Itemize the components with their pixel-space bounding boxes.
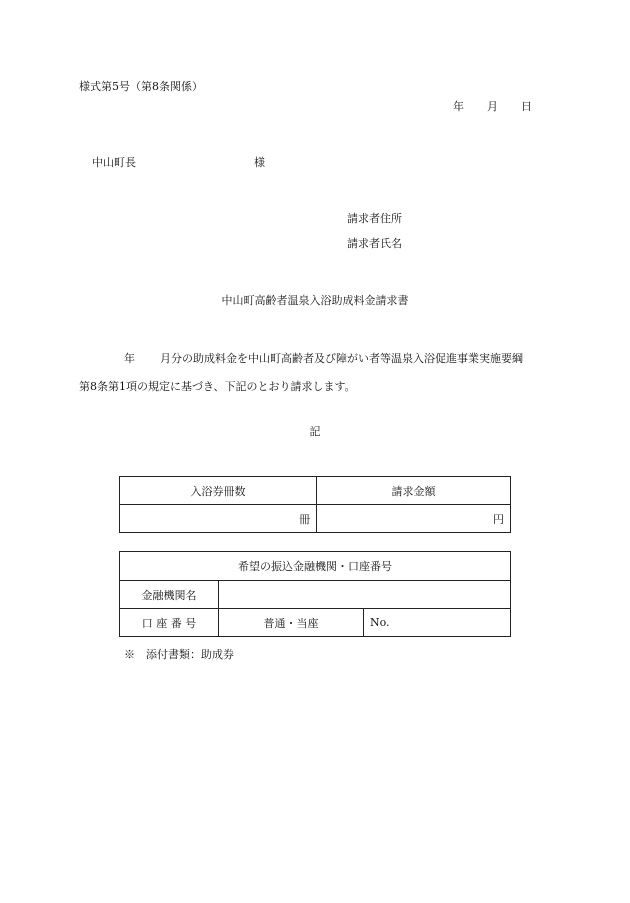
date-month: 月 [487, 100, 498, 113]
header-ticket-count: 入浴券冊数 [120, 477, 317, 505]
bank-table [119, 551, 511, 637]
document-title: 中山町高齢者温泉入浴助成料金請求書 [221, 294, 409, 307]
ticket-count-field[interactable]: 冊 [120, 505, 317, 533]
requester-name-label: 請求者氏名 [347, 237, 402, 250]
body-line-2: 第8条第1項の規定に基づき、下記のとおり請求します。 [79, 380, 356, 393]
claim-amount-field[interactable]: 円 [317, 505, 511, 533]
date-year: 年 [453, 100, 464, 113]
bank-name-field[interactable] [219, 581, 511, 609]
header-claim-amount: 請求金額 [317, 477, 511, 505]
account-number-label: 口 座 番 号 [120, 609, 219, 637]
claim-table [119, 476, 511, 533]
requester-address-label: 請求者住所 [347, 212, 402, 225]
body-year-label: 年 [124, 352, 135, 365]
bank-table-header: 希望の振込金融機関・口座番号 [120, 552, 511, 581]
body-line-1: 月分の助成料金を中山町高齢者及び障がい者等温泉入浴促進事業実施要綱 [160, 352, 523, 365]
account-number-field[interactable]: No. [364, 609, 511, 637]
ki-marker: 記 [309, 425, 321, 438]
form-number: 様式第5号（第8条関係） [79, 80, 203, 93]
date-day: 日 [521, 100, 532, 113]
bank-name-label: 金融機関名 [120, 581, 219, 609]
attachment-note: ※ 添付書類：助成券 [124, 648, 234, 661]
addressee-name: 中山町長 [92, 156, 136, 169]
account-type-field[interactable]: 普通・当座 [219, 609, 364, 637]
addressee-honorific: 様 [254, 156, 265, 169]
